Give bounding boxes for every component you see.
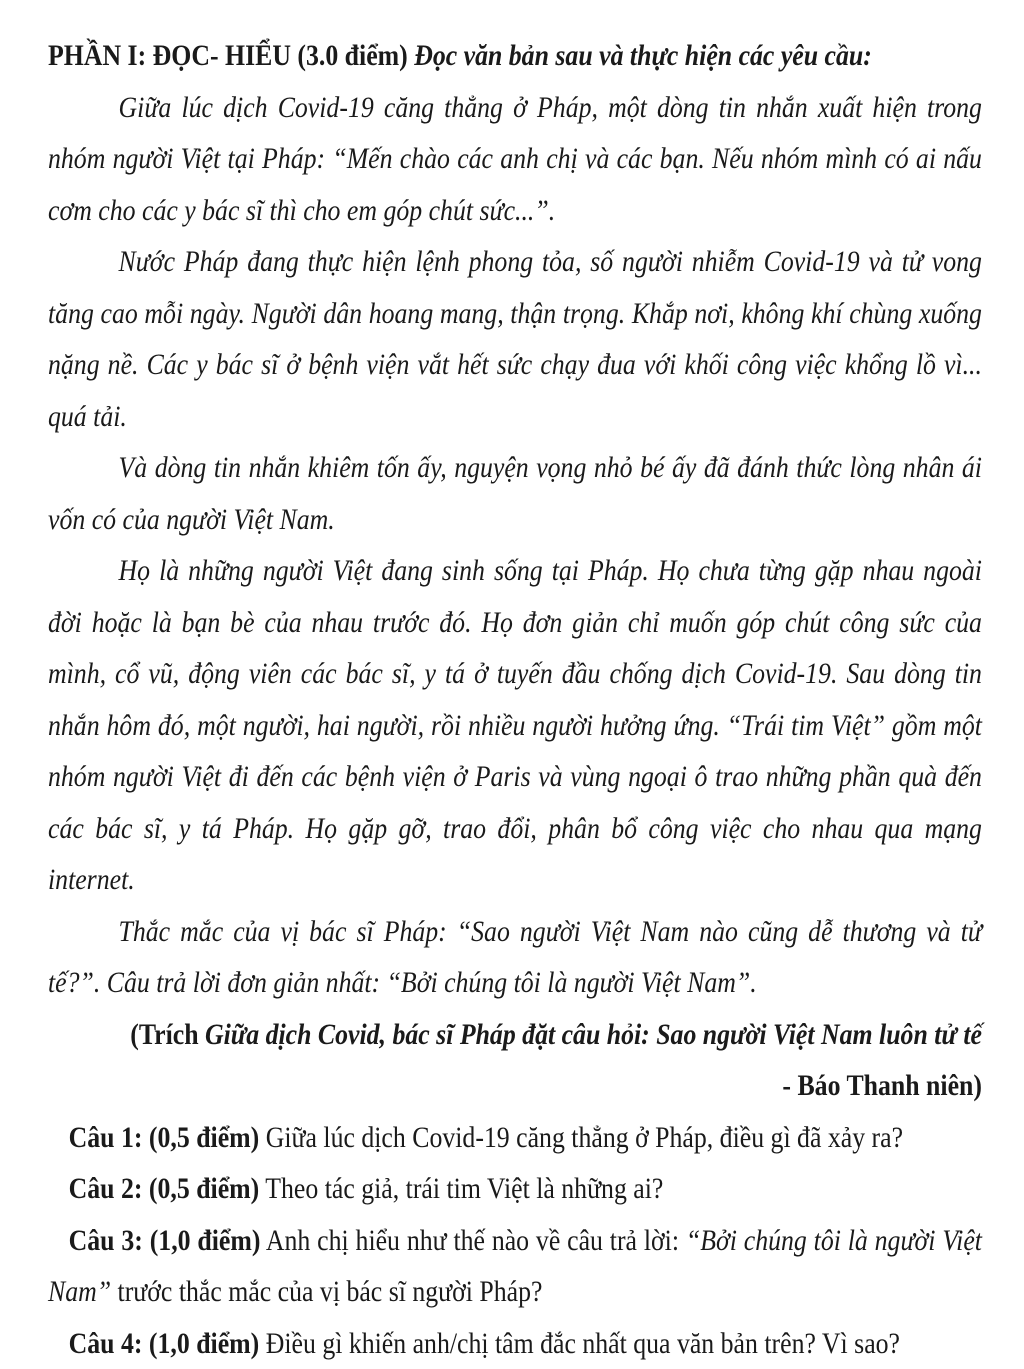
question-3-label: Câu 3: (1,0 điểm) (69, 1224, 261, 1257)
question-1-label: Câu 1: (0,5 điểm) (69, 1121, 260, 1154)
question-1 (48, 1112, 982, 1164)
passage-paragraph-1: Giữa lúc dịch Covid-19 căng thẳng ở Pháp, một dòng tin nhắn xuất hiện trong nhóm người Việt tại Pháp: “Mến chào các anh chị và các bạn. Nếu nhóm mình có ai nấu cơm cho các y bác sĩ thì cho em góp chút sức...”. (48, 82, 982, 237)
question-1-text: Giữa lúc dịch Covid-19 căng thẳng ở Pháp, điều gì đã xảy ra? (266, 1121, 903, 1154)
question-2-label: Câu 2: (0,5 điểm) (69, 1172, 260, 1205)
source-open: (Trích (130, 1018, 198, 1051)
question-3-text-after: trước thắc mắc của vị bác sĩ người Pháp? (118, 1275, 543, 1308)
document-page (48, 30, 982, 1369)
section-heading (48, 30, 982, 82)
source-publisher: - Báo Thanh niên) (782, 1069, 982, 1102)
question-2-text: Theo tác giả, trái tim Việt là những ai? (265, 1172, 663, 1205)
question-4 (48, 1318, 982, 1369)
source-title: Giữa dịch Covid, bác sĩ Pháp đặt câu hỏi: Sao người Việt Nam luôn tử tế (205, 1018, 982, 1051)
passage-paragraph-5: Thắc mắc của vị bác sĩ Pháp: “Sao người Việt Nam nào cũng dễ thương và tử tế?”. Câu trả lời đơn giản nhất: “Bởi chúng tôi là người Việt Nam”. (48, 906, 982, 1009)
passage-paragraph-2: Nước Pháp đang thực hiện lệnh phong tỏa, số người nhiễm Covid-19 và tử vong tăng cao mỗi ngày. Người dân hoang mang, thận trọng. Khắp nơi, không khí chùng xuống nặng nề. Các y bác sĩ ở bệnh viện vắt hết sức chạy đua với khối công việc khổng lồ vì... quá tải. (48, 236, 982, 442)
question-2 (48, 1163, 982, 1215)
section-title: PHẦN I: ĐỌC- HIỂU (3.0 điểm) (48, 39, 408, 72)
question-4-label: Câu 4: (1,0 điểm) (69, 1327, 260, 1360)
passage-paragraph-4: Họ là những người Việt đang sinh sống tại Pháp. Họ chưa từng gặp nhau ngoài đời hoặc là bạn bè của nhau trước đó. Họ đơn giản chỉ muốn góp chút công sức của mình, cổ vũ, động viên các bác sĩ, y tá ở tuyến đầu chống dịch Covid-19. Sau dòng tin nhắn hôm đó, một người, hai người, rồi nhiều người hưởng ứng. “Trái tim Việt” gồm một nhóm người Việt đi đến các bệnh viện ở Paris và vùng ngoại ô trao những phần quà đến các bác sĩ, y tá Pháp. Họ gặp gỡ, trao đổi, phân bổ công việc cho nhau qua mạng internet. (48, 545, 982, 906)
question-3 (48, 1215, 982, 1318)
section-instruction: Đọc văn bản sau và thực hiện các yêu cầu: (414, 39, 872, 72)
question-3-quote: “Bởi chúng tôi là người Việt Nam” (48, 1224, 982, 1309)
source-citation (48, 1009, 982, 1112)
question-3-text-before: Anh chị hiểu như thế nào về câu trả lời: (266, 1224, 679, 1257)
question-4-text: Điều gì khiến anh/chị tâm đắc nhất qua văn bản trên? Vì sao? (266, 1327, 900, 1360)
passage-paragraph-3: Và dòng tin nhắn khiêm tốn ấy, nguyện vọng nhỏ bé ấy đã đánh thức lòng nhân ái vốn có của người Việt Nam. (48, 442, 982, 545)
